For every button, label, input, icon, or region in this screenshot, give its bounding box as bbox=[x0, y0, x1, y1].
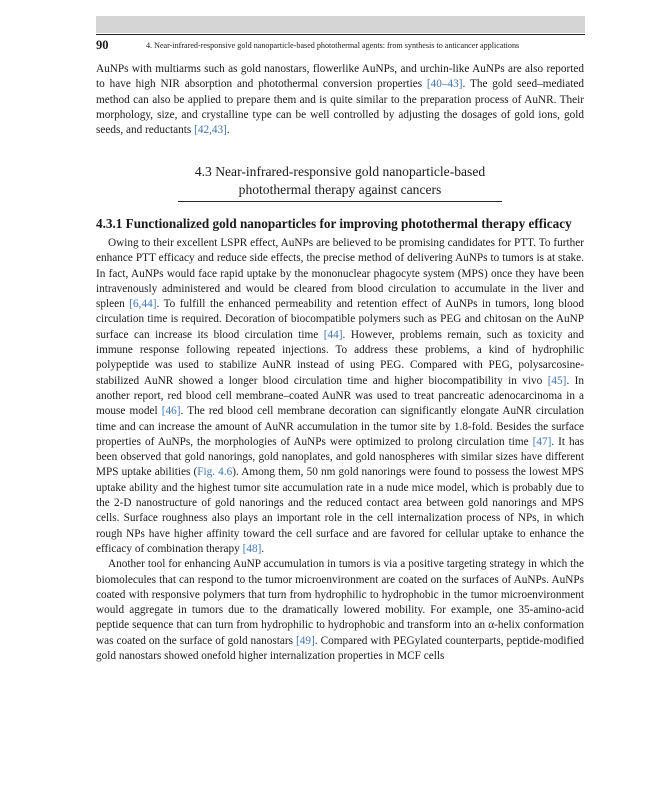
header-rule bbox=[96, 34, 585, 35]
citation-link[interactable]: [47] bbox=[532, 435, 552, 448]
running-head: 4. Near-infrared-responsive gold nanoparticle-based photothermal agents: from synthesis to anticancer applications bbox=[146, 41, 520, 50]
paragraph-intro: AuNPs with multiarms such as gold nanostars, flowerlike AuNPs, and urchin-like AuNPs are also reported to have high NIR absorption and photothermal conversion properties [40–43]. The gold seed–mediated method can also be applied to prepare them and is quite similar to the preparation process of AuNR. Their morphology, size, and crystalline type can be well controlled by adjusting the dosages of gold ions, gold seeds, and reductants [42,43]. bbox=[96, 63, 584, 137]
section-title-line-2: photothermal therapy against cancers bbox=[238, 181, 442, 197]
citation-link[interactable]: [40–43] bbox=[426, 78, 463, 91]
paragraph-last: Another tool for enhancing AuNP accumulation in tumors is via a positive targeting strategy in which the biomolecules that can respond to the tumor microenvironment are coated on the surfaces of AuNPs. AuNPs coated with responsive polymers that turn from hydrophilic to hydrophobic in the tumor microenvironment would aggregate in tumors due to the dramatically lowered mobility. For example, one 35-amino-acid peptide sequence that can turn from hydrophilic to hydrophobic and transform into an α-helix conformation was coated on the surface of gold nanostars [49]. Compared with PEGylated counterparts, peptide-modified gold nanostars showed onefold higher internalization properties in MCF cells bbox=[96, 558, 584, 662]
citation-link[interactable]: [42,43] bbox=[194, 124, 227, 137]
figure-link[interactable]: Fig. 4.6 bbox=[197, 466, 233, 479]
section-rule bbox=[178, 201, 502, 202]
header-bar bbox=[96, 16, 585, 33]
page-number: 90 bbox=[96, 38, 109, 52]
subsection-title: 4.3.1 Functionalized gold nanoparticles for improving photothermal therapy efficacy bbox=[96, 216, 572, 232]
section-heading bbox=[178, 163, 502, 202]
citation-link[interactable]: [46] bbox=[161, 405, 181, 418]
citation-link[interactable]: [49] bbox=[296, 634, 315, 647]
citation-link[interactable]: [45] bbox=[547, 374, 567, 387]
citation-link[interactable]: [48] bbox=[242, 542, 262, 555]
citation-link[interactable]: [44] bbox=[323, 328, 343, 341]
page-body bbox=[96, 62, 584, 664]
citation-link[interactable]: [6,44] bbox=[129, 298, 157, 311]
section-title-line-1: 4.3 Near-infrared-responsive gold nanoparticle-based bbox=[194, 164, 486, 180]
paragraph-main: Owing to their excellent LSPR effect, AuNPs are believed to be promising candidates for PTT. To further enhance PTT efficacy and reduce side effects, the precise method of delivering AuNPs to tumors is at stake. In fact, AuNPs would face rapid uptake by the mononuclear phagocyte system (MPS) once they have been intravenously administered and would be cleared from blood circulation to accumulate in the liver and spleen [6,44]. To fulfill the enhanced permeability and retention effect of AuNPs in tumors, long blood circulation time is required. Decoration of biocompatible polymers such as PEG and chitosan on the AuNP surface can increase its blood circulation time [44]. However, problems remain, such as toxicity and immune response following repeated injections. To address these problems, a kind of hydrophilic polypeptide was used to stabilize AuNR instead of using PEG. Compared with PEG, polysarcosine-stabilized AuNR showed a longer blood circulation time and higher biocompatibility in vivo [45]. In another report, red blood cell membrane–coated AuNR was used to treat pancreatic adenocarcinoma in a mouse model [46]. The red blood cell membrane decoration can significantly elongate AuNR circulation time and can increase the amount of AuNR accumulation in the tumor site by 1.8-fold. Besides the surface properties of AuNPs, the morphologies of AuNPs were optimized to prolong circulation time [47]. It has been observed that gold nanorings, gold nanoplates, and gold nanospheres with similar sizes have different MPS uptake abilities (Fig. 4.6). Among them, 50 nm gold nanorings were found to possess the lowest MPS uptake ability and the highest tumor site accumulation rate in a nude mice model, which is probably due to the 2-D nanostructure of gold nanorings and the reduced contact area between gold nanorings and MPS cells. Surface roughness also plays an important role in the cell internalization process of NPs, in which rough NPs have higher affinity toward the cell surface and are favored for cellular uptake to enhance the efficacy of combination therapy [48]. bbox=[96, 236, 585, 555]
